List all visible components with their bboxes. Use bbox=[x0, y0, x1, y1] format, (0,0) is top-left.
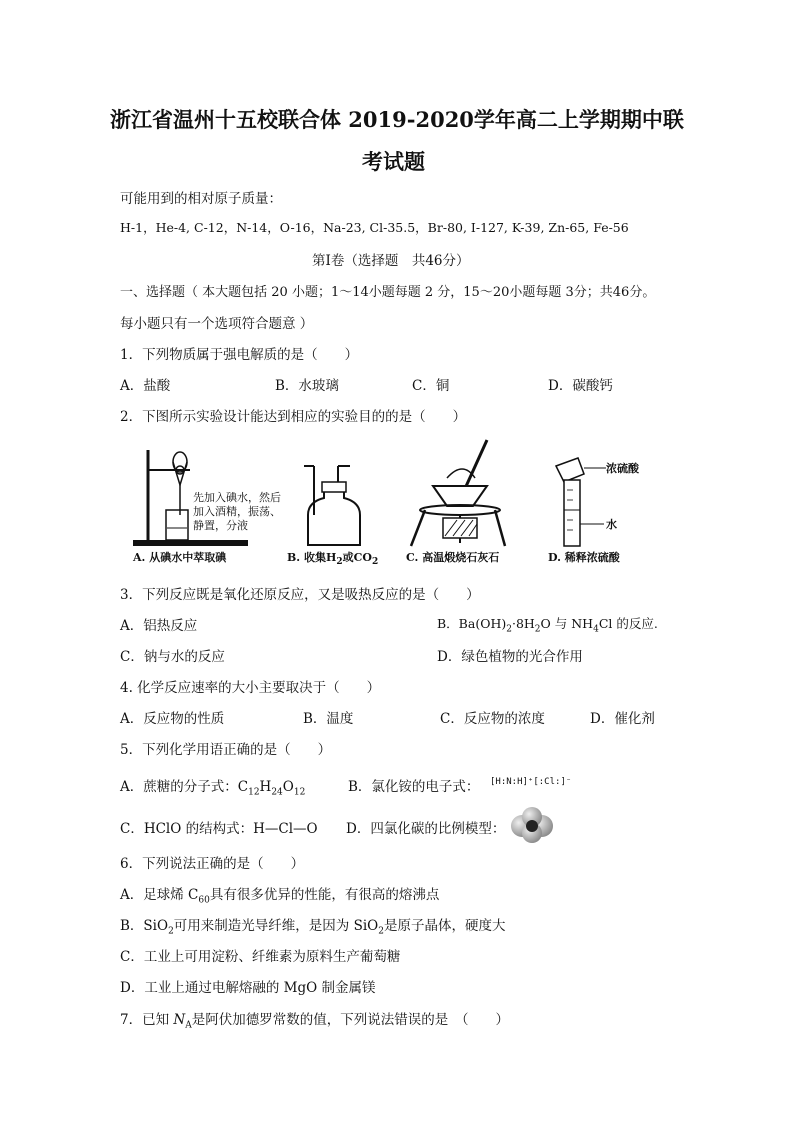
q4-stem: 4. 化学反应速率的大小主要取决于（ ） bbox=[120, 680, 381, 696]
q5-stem: 5．下列化学用语正确的是（ ） bbox=[120, 742, 332, 758]
q3-b-post: Cl 的反应. bbox=[598, 616, 658, 631]
figure-b-caption-pre: B. 收集H bbox=[287, 551, 337, 564]
figure-d-label-acid: 浓硫酸 bbox=[606, 462, 639, 475]
q6-stem: 6．下列说法正确的是（ ） bbox=[120, 856, 305, 872]
atomic-mass-label: 可能用到的相对原子质量： bbox=[120, 191, 282, 207]
q6-option-d: D．工业上通过电解熔融的 MgO 制金属镁 bbox=[120, 980, 376, 996]
q5-option-d: D．四氯化碳的比例模型： bbox=[346, 821, 506, 837]
q5-option-b: B．氯化铵的电子式： bbox=[348, 779, 480, 795]
q4-option-b: B．温度 bbox=[303, 711, 354, 727]
q7-stem bbox=[120, 1008, 509, 1031]
figure-c-caption: C. 高温煅烧石灰石 bbox=[406, 551, 500, 564]
q5-a-sub3: 12 bbox=[293, 787, 306, 798]
q6-b-sub1: 2 bbox=[168, 926, 174, 937]
q6-b-pre: B．SiO bbox=[120, 918, 169, 934]
section1-line2: 每小题只有一个选项符合题意 ） bbox=[120, 316, 314, 332]
part1-heading: 第Ⅰ卷（选择题 共46分） bbox=[312, 253, 470, 269]
ccl4-model-icon bbox=[510, 806, 554, 844]
q4-option-c: C．反应物的浓度 bbox=[440, 711, 545, 727]
figure-d-caption: D. 稀释浓硫酸 bbox=[548, 551, 620, 564]
q1-option-d: D．碳酸钙 bbox=[548, 378, 613, 394]
q3-option-b bbox=[437, 614, 658, 635]
atomic-mass-values: H-1，He-4, C-12，N-14，O-16，Na-23, Cl-35.5，Br-80, I-127, K-39, Zn-65, Fe-56 bbox=[120, 220, 629, 235]
q6-option-c: C．工业上可用淀粉、纤维素为原料生产葡萄糖 bbox=[120, 949, 401, 965]
q3-b-pre: B．Ba(OH) bbox=[437, 616, 507, 631]
figure-b-sub1: 2 bbox=[336, 557, 343, 568]
q5-a-mid2: O bbox=[282, 779, 294, 795]
q6-a-pre: A．足球烯 C bbox=[120, 887, 199, 903]
q7-na-sub: A bbox=[185, 1020, 192, 1031]
q4-option-a: A．反应物的性质 bbox=[120, 711, 225, 727]
q3-b-mid1: ·8H bbox=[511, 616, 535, 631]
q5-a-sub1: 12 bbox=[248, 787, 260, 798]
q3-b-mid2: O 与 NH bbox=[540, 616, 594, 631]
q6-a-post: 具有很多优异的性能，有很高的熔沸点 bbox=[209, 887, 440, 903]
q6-b-post: 是原子晶体，硬度大 bbox=[383, 918, 506, 934]
q5-a-pre: A．蔗糖的分子式：C bbox=[120, 779, 249, 795]
figure-a-caption: A. 从碘水中萃取碘 bbox=[133, 551, 227, 564]
q6-b-mid: 可用来制造光导纤维，是因为 SiO bbox=[173, 918, 379, 934]
figure-b-gas-bottle bbox=[300, 460, 370, 550]
q7-stem-pre: 7．已知 bbox=[120, 1012, 174, 1028]
q3-option-d: D．绿色植物的光合作用 bbox=[437, 649, 583, 665]
q5-a-mid1: H bbox=[259, 779, 272, 795]
figure-a-note-line2: 加入酒精，振荡、 bbox=[193, 505, 281, 518]
q5-b-electron-formula: [H:N:H]⁺[:Cl:]⁻ bbox=[490, 777, 572, 787]
q6-b-sub2: 2 bbox=[378, 926, 384, 937]
page-title-line2: 考试题 bbox=[362, 149, 425, 174]
q7-stem-post: 是阿伏加德罗常数的值，下列说法错误的是 （ ） bbox=[191, 1012, 509, 1028]
q3-option-c: C．钠与水的反应 bbox=[120, 649, 225, 665]
figure-c-calcination bbox=[405, 438, 515, 548]
figure-d-label-water: 水 bbox=[606, 518, 617, 531]
q1-stem: 1．下列物质属于强电解质的是（ ） bbox=[120, 347, 359, 363]
q6-option-a bbox=[120, 883, 439, 906]
q1-option-c: C．铜 bbox=[412, 378, 450, 394]
q5-option-a bbox=[120, 775, 305, 798]
q1-option-b: B．水玻璃 bbox=[275, 378, 339, 394]
q5-a-sub2: 24 bbox=[271, 787, 283, 798]
figure-a-note bbox=[193, 491, 281, 533]
q1-option-a: A．盐酸 bbox=[120, 378, 171, 394]
q7-na: N bbox=[173, 1012, 186, 1028]
q5-option-c: C．HClO 的结构式：H—Cl—O bbox=[120, 821, 318, 837]
q3-option-a: A．铝热反应 bbox=[120, 618, 198, 634]
section1-line1: 一、选择题（ 本大题包括 20 小题；1～14小题每题 2 分，15～20小题每题 3分；共46分。 bbox=[120, 285, 656, 300]
q2-stem: 2．下图所示实验设计能达到相应的实验目的的是（ ） bbox=[120, 409, 467, 425]
figure-b-sub2: 2 bbox=[371, 557, 379, 568]
q6-a-sub: 60 bbox=[198, 895, 210, 906]
figure-a-note-line1: 先加入碘水，然后 bbox=[193, 491, 281, 504]
figure-a-note-line3: 静置，分液 bbox=[193, 519, 248, 532]
q3-b-sub3: 4 bbox=[593, 624, 599, 635]
q3-stem: 3．下列反应既是氧化还原反应，又是吸热反应的是（ ） bbox=[120, 587, 480, 603]
q6-option-b bbox=[120, 914, 505, 937]
q4-option-d: D．催化剂 bbox=[590, 711, 655, 727]
figure-b-caption bbox=[287, 549, 378, 567]
q3-b-sub2: 2 bbox=[534, 624, 541, 635]
page-title-line1: 浙江省温州十五校联合体 2019-2020学年高二上学期期中联 bbox=[110, 107, 684, 132]
q3-b-sub1: 2 bbox=[506, 624, 512, 635]
figure-b-caption-mid: 或CO bbox=[342, 551, 372, 564]
